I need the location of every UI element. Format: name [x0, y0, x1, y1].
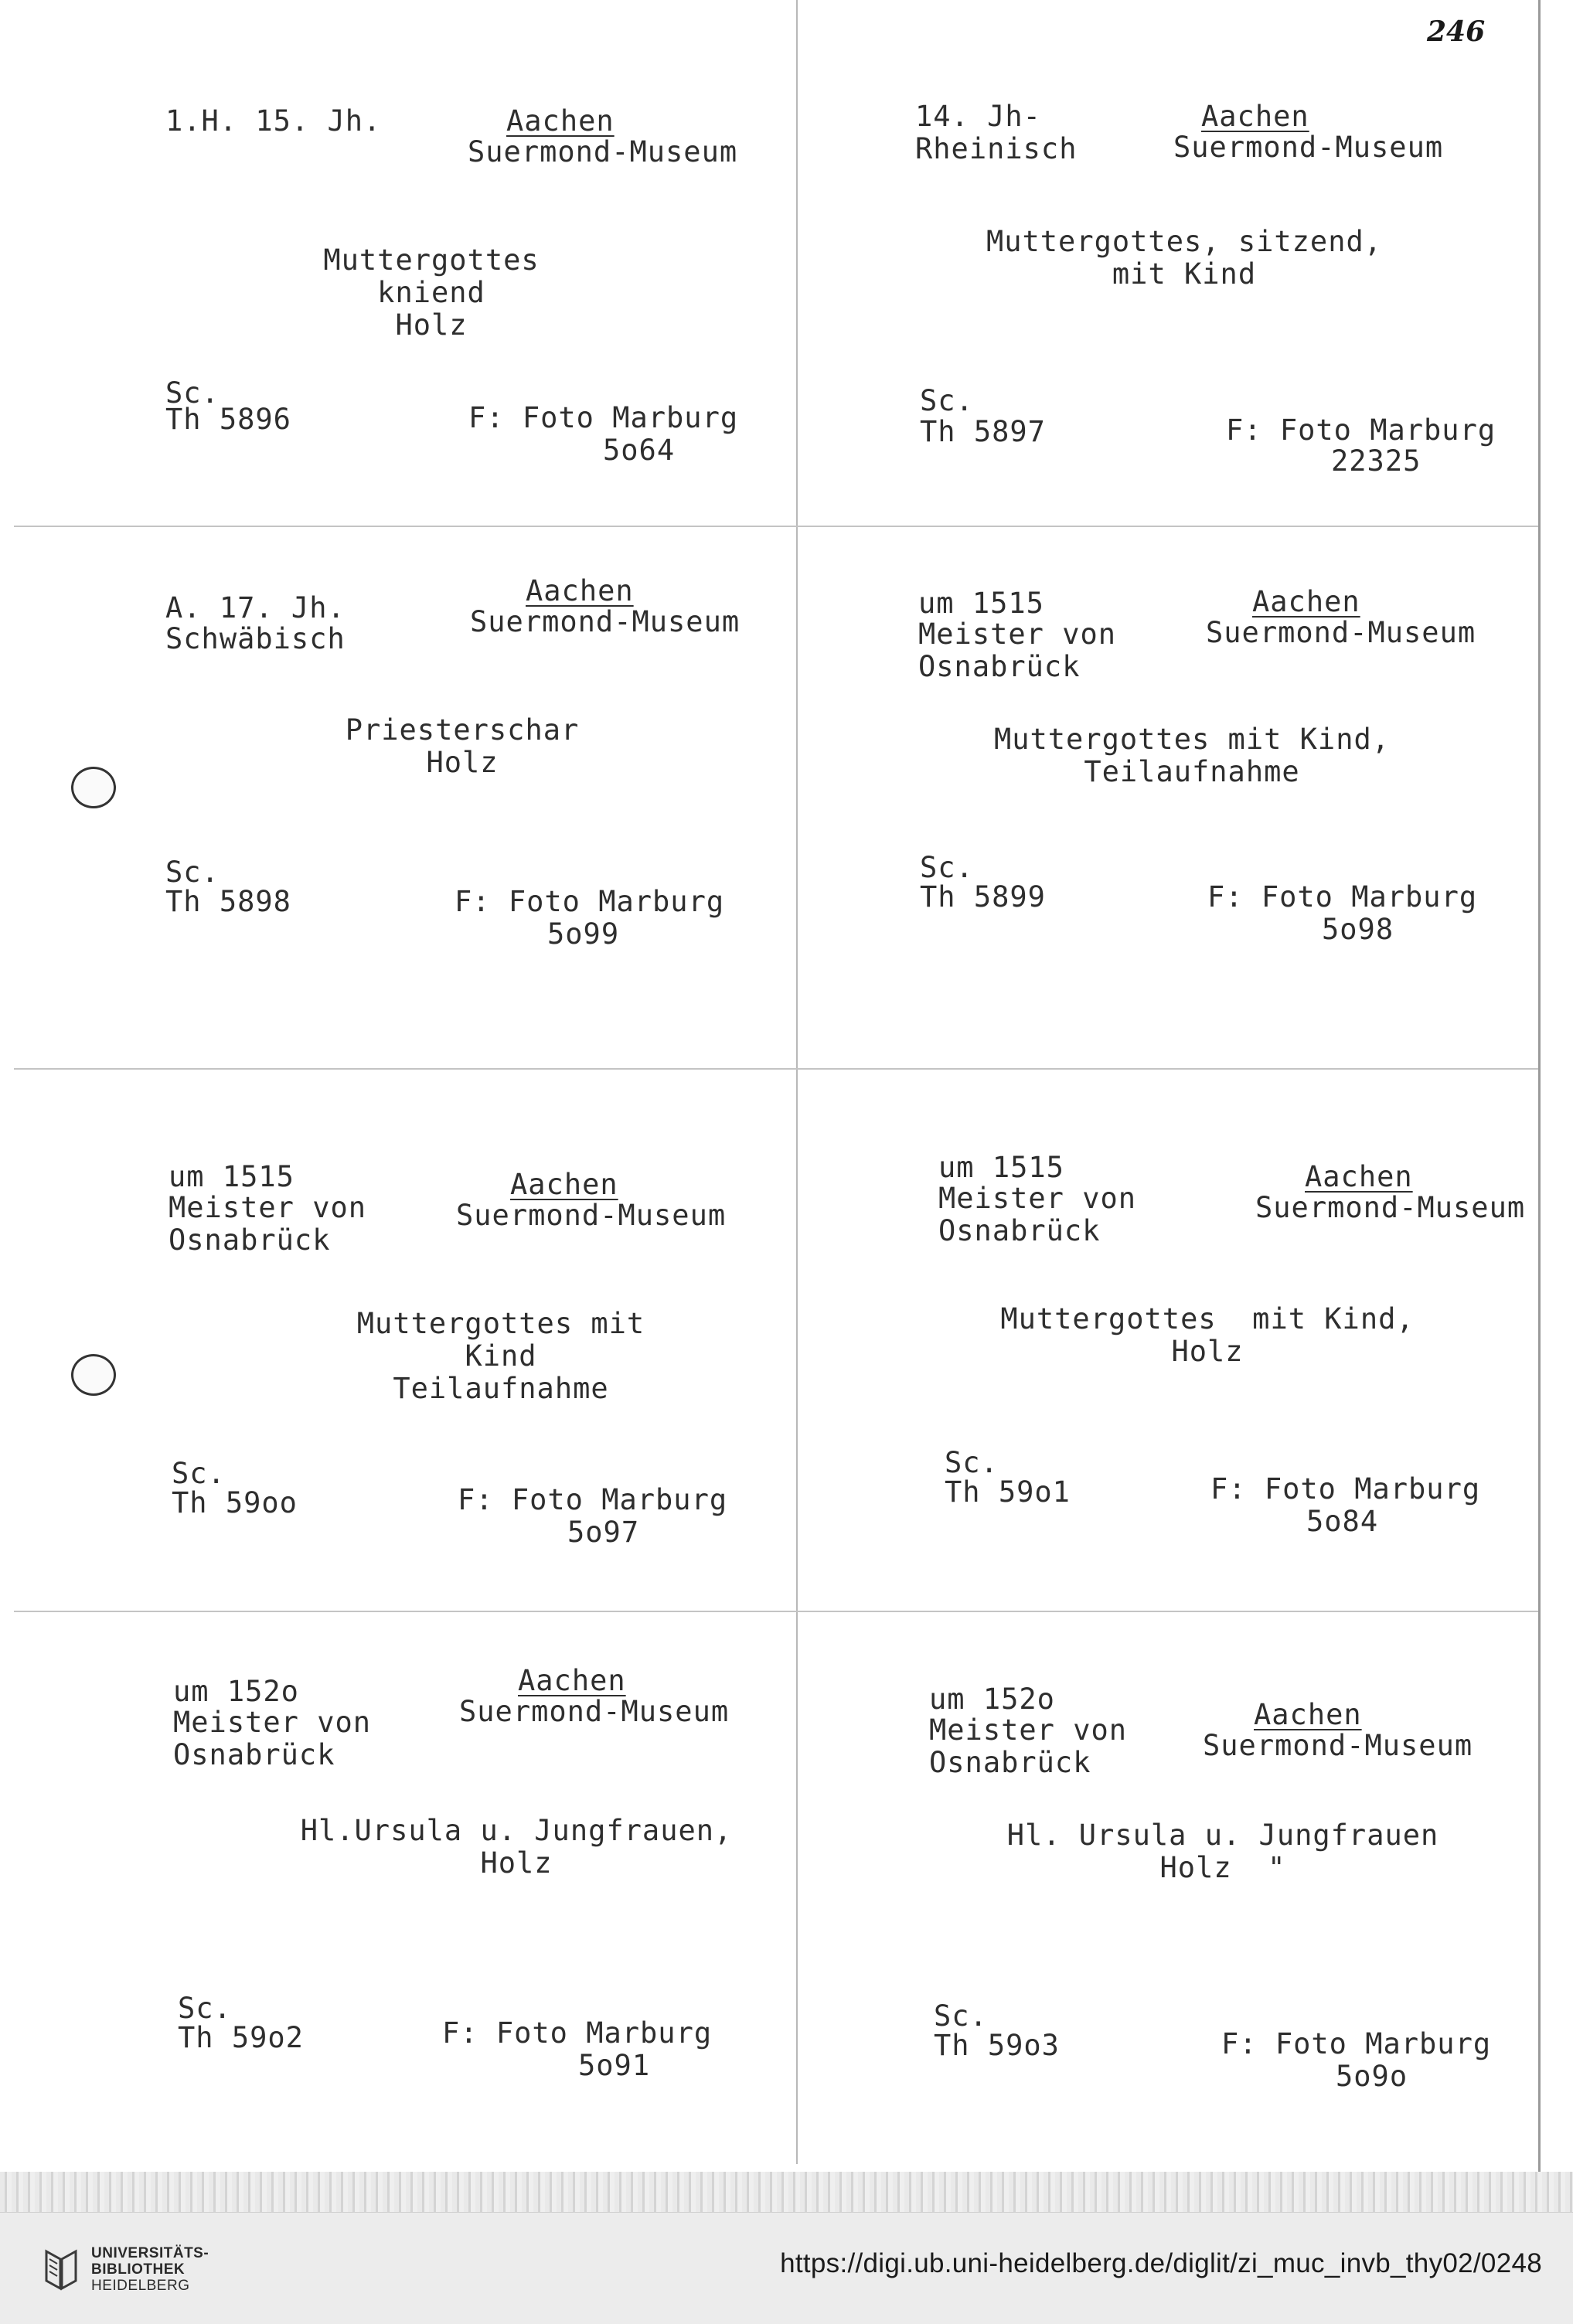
punch-hole [71, 767, 116, 808]
card-photo-number: 5o99 [547, 917, 620, 951]
permalink-url[interactable]: https://digi.ub.uni-heidelberg.de/diglit/zi_muc_invb_thy02/0248 [780, 2248, 1542, 2278]
card-city: Aachen [1305, 1160, 1413, 1193]
card-photo-source: F: Foto Marburg [1207, 880, 1478, 914]
card-inventory-number: Th 5897 [920, 415, 1046, 448]
card-section: Sc. [945, 1446, 999, 1479]
card-title-line: Holz [480, 1846, 553, 1880]
punch-hole [71, 1354, 116, 1396]
card-title-line: Muttergottes mit [356, 1307, 645, 1340]
card-photo-source: F: Foto Marburg [1226, 413, 1496, 447]
card-city: Aachen [506, 104, 615, 138]
card-photo-number: 5o84 [1306, 1505, 1379, 1538]
card-origin: Meister von Osnabrück [929, 1713, 1128, 1779]
card-inventory-number: Th 5899 [920, 880, 1046, 914]
card-date: A. 17. Jh. [165, 591, 346, 624]
card-date: um 152o [173, 1675, 299, 1708]
catalog-card [798, 0, 1563, 526]
card-title-line: Holz [395, 308, 468, 342]
card-title-line: Holz [426, 746, 499, 779]
card-museum: Suermond-Museum [459, 1695, 730, 1728]
card-origin: Meister von Osnabrück [918, 618, 1117, 683]
card-inventory-number: Th 59o2 [178, 2021, 304, 2054]
card-photo-number: 22325 [1331, 444, 1421, 478]
page-number: 246 [1427, 15, 1486, 48]
card-photo-number: 5o97 [567, 1516, 640, 1549]
card-title-line: Holz [1171, 1335, 1244, 1368]
card-date: um 1515 [938, 1151, 1064, 1184]
catalog-card [14, 1070, 779, 1611]
card-photo-number: 5o91 [578, 2049, 651, 2082]
card-inventory-number: Th 59o3 [934, 2029, 1060, 2062]
card-title-line: Teilaufnahme [1084, 755, 1300, 788]
card-museum: Suermond-Museum [468, 135, 738, 168]
card-origin: Meister von Osnabrück [938, 1182, 1137, 1247]
card-title-line: Holz " [1159, 1851, 1286, 1884]
card-title-line: Muttergottes [323, 243, 540, 277]
card-photo-number: 5o98 [1322, 913, 1394, 946]
card-photo-source: F: Foto Marburg [442, 2016, 713, 2050]
card-title-line: Kind [465, 1339, 537, 1373]
card-section: Sc. [165, 856, 220, 889]
card-inventory-number: Th 5896 [165, 403, 291, 436]
catalog-card [14, 0, 779, 526]
catalog-card [798, 1070, 1563, 1611]
card-city: Aachen [1252, 585, 1360, 618]
card-photo-source: F: Foto Marburg [468, 401, 739, 434]
card-title-line: Hl. Ursula u. Jungfrauen [1006, 1819, 1439, 1852]
card-section: Sc. [920, 384, 974, 417]
card-section: Sc. [172, 1457, 226, 1490]
card-title-line: Muttergottes mit Kind, [993, 723, 1391, 756]
card-date: um 1515 [918, 587, 1044, 620]
card-date: um 1515 [169, 1160, 295, 1193]
card-photo-source: F: Foto Marburg [455, 885, 725, 918]
card-museum: Suermond-Museum [1173, 131, 1444, 164]
library-name-line: HEIDELBERG [91, 2278, 190, 2294]
card-title-line: mit Kind [1112, 257, 1257, 291]
card-origin: Rheinisch [915, 132, 1078, 165]
card-title-line: Priesterschar [345, 713, 580, 747]
catalog-card [14, 1612, 779, 2164]
catalog-card [798, 1612, 1563, 2164]
card-origin: Meister von Osnabrück [169, 1191, 367, 1257]
card-title-line: Muttergottes, sitzend, [986, 225, 1383, 258]
card-date: 14. Jh- [915, 100, 1041, 133]
card-section: Sc. [934, 1999, 988, 2033]
card-inventory-number: Th 59o1 [945, 1475, 1071, 1509]
card-inventory-number: Th 5898 [165, 885, 291, 918]
card-section: Sc. [920, 851, 974, 884]
card-photo-source: F: Foto Marburg [458, 1483, 728, 1516]
card-photo-source: F: Foto Marburg [1221, 2027, 1492, 2060]
card-museum: Suermond-Museum [1255, 1191, 1526, 1224]
card-museum: Suermond-Museum [470, 605, 741, 638]
card-city: Aachen [526, 574, 634, 607]
card-city: Aachen [518, 1664, 626, 1697]
card-museum: Suermond-Museum [1203, 1729, 1473, 1762]
card-title-line: Hl.Ursula u. Jungfrauen, [300, 1814, 733, 1847]
card-title-line: kniend [377, 276, 485, 309]
card-date: um 152o [929, 1683, 1055, 1716]
library-name-line: BIBLIOTHEK [91, 2261, 186, 2278]
card-title-line: Teilaufnahme [393, 1372, 609, 1405]
card-city: Aachen [1254, 1698, 1362, 1731]
card-inventory-number: Th 59oo [172, 1486, 298, 1519]
library-name [91, 2245, 209, 2294]
card-museum: Suermond-Museum [456, 1199, 727, 1232]
card-section: Sc. [165, 376, 220, 410]
card-city: Aachen [1201, 100, 1309, 133]
card-origin: Meister von Osnabrück [173, 1706, 372, 1771]
card-section: Sc. [178, 1992, 232, 2025]
card-city: Aachen [510, 1168, 618, 1201]
library-logo-icon [43, 2248, 79, 2292]
library-name-line: UNIVERSITÄTS- [91, 2245, 209, 2261]
card-origin: Schwäbisch [165, 622, 346, 655]
card-title-line: Muttergottes mit Kind, [1000, 1302, 1415, 1336]
scan-page-edge [0, 2172, 1573, 2212]
card-date: 1.H. 15. Jh. [165, 104, 382, 138]
card-photo-source: F: Foto Marburg [1210, 1472, 1481, 1506]
catalog-card [14, 527, 779, 1068]
catalog-card [798, 527, 1563, 1068]
card-museum: Suermond-Museum [1206, 616, 1476, 649]
card-photo-number: 5o9o [1336, 2060, 1408, 2093]
viewer-footer [0, 2212, 1573, 2324]
index-card-sheet [14, 0, 1541, 2172]
card-photo-number: 5o64 [603, 434, 676, 467]
